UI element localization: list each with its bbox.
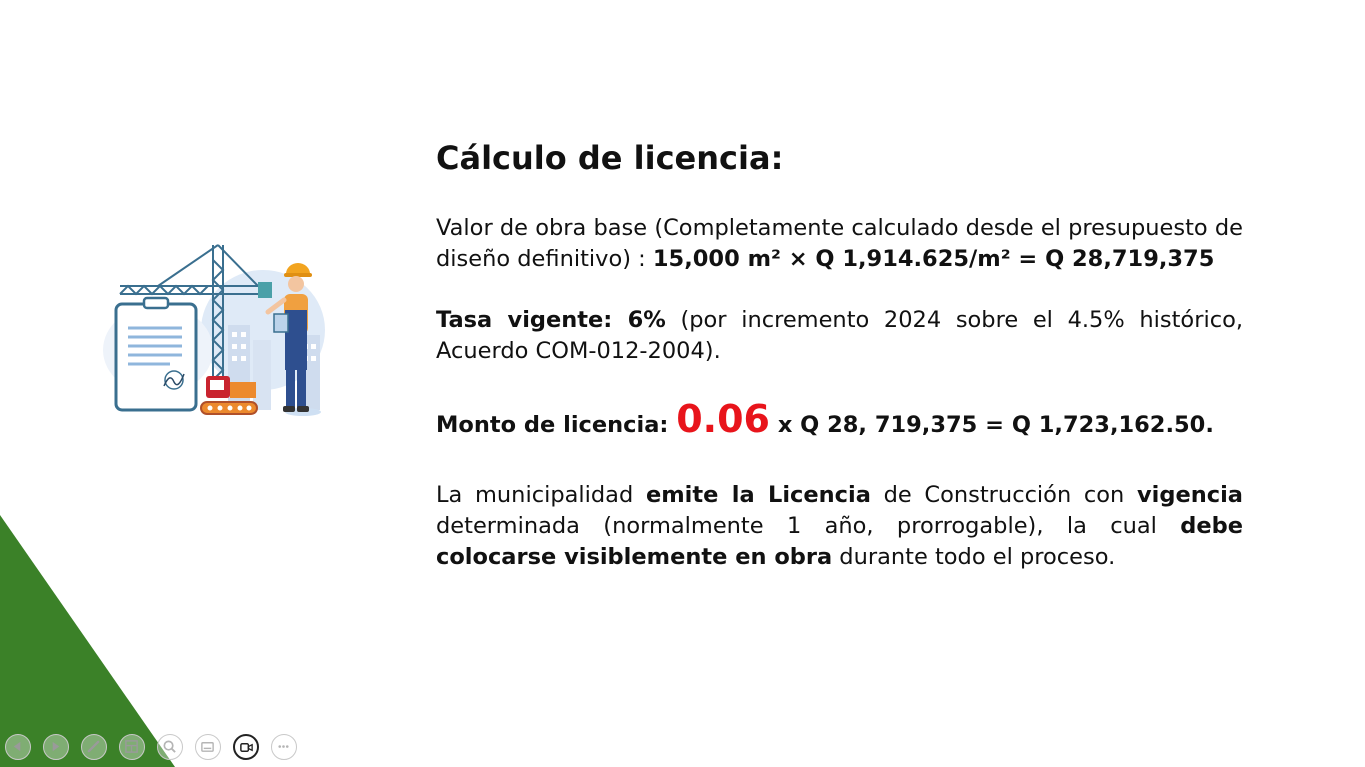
- camera-button[interactable]: [233, 734, 259, 760]
- slides-grid-icon: [124, 739, 139, 754]
- issue-bold-3: debe colocarse visiblemente en obra: [436, 513, 1243, 570]
- issue-text-1: La municipalidad: [436, 482, 646, 508]
- next-icon: [48, 739, 63, 754]
- base-value-formula: 15,000 m² × Q 1,914.625/m² = Q 28,719,375: [652, 246, 1215, 272]
- issue-text-2: de Construcción con: [870, 482, 1137, 508]
- issue-bold-1: emite la Licencia: [645, 482, 871, 508]
- rate-note: (por incremento 2024 sobre el 4.5% histórico, Acuerdo COM-012-2004).: [436, 307, 1243, 364]
- more-button[interactable]: [271, 734, 297, 760]
- rate-label: Tasa vigente: 6%: [436, 307, 666, 333]
- zoom-icon: [162, 739, 177, 754]
- license-amount-label: Monto de licencia:: [436, 412, 677, 438]
- license-amount-calc: x Q 28, 719,375 = Q 1,723,162.50.: [769, 412, 1214, 438]
- previous-icon: [10, 739, 25, 754]
- rate-paragraph: [436, 305, 1243, 367]
- next-button[interactable]: [43, 734, 69, 760]
- construction-illustration: [98, 240, 330, 428]
- license-issue-paragraph: [436, 480, 1243, 573]
- previous-button[interactable]: [5, 734, 31, 760]
- subtitles-button[interactable]: [195, 734, 221, 760]
- slide-content: [436, 138, 1243, 573]
- issue-bold-2: vigencia: [1136, 482, 1243, 508]
- base-value-paragraph: [436, 213, 1243, 275]
- pen-button[interactable]: [81, 734, 107, 760]
- slides-grid-button[interactable]: [119, 734, 145, 760]
- rate-factor: 0.06: [676, 397, 770, 441]
- base-value-text: Valor de obra base (Completamente calculado desde el presupuesto de diseño definitivo) :: [436, 215, 1243, 272]
- issue-text-4: durante todo el proceso.: [832, 544, 1116, 570]
- slide-title: Cálculo de licencia:: [436, 139, 784, 177]
- green-corner-decoration: [0, 515, 175, 767]
- subtitles-icon: [200, 739, 215, 754]
- license-amount-paragraph: [436, 399, 1243, 445]
- more-icon: [276, 739, 291, 754]
- issue-text-3: determinada (normalmente 1 año, prorrogable), la cual: [436, 513, 1181, 539]
- pen-icon: [86, 739, 101, 754]
- zoom-button[interactable]: [157, 734, 183, 760]
- camera-icon: [239, 740, 254, 755]
